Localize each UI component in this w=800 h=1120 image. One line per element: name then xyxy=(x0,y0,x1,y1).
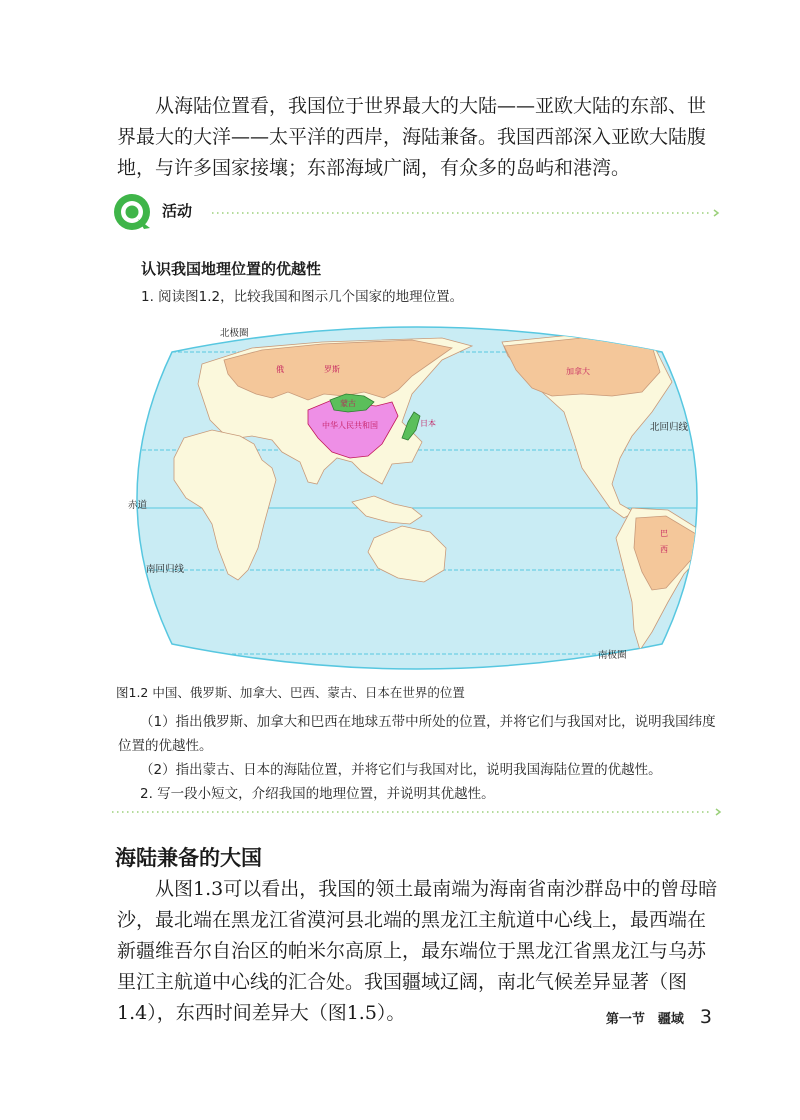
footer-section: 第一节 疆域 xyxy=(605,1012,684,1027)
world-map-svg xyxy=(112,312,722,684)
activity-label: 活动 xyxy=(162,202,193,220)
label-arctic-circle: 北极圈 xyxy=(220,328,249,339)
intro-paragraph: 从海陆位置看，我国位于世界最大的大陆——亚欧大陆的东部、世界最大的大洋——太平洋的西岸，海陆兼备。我国西部深入亚欧大陆腹地，与许多国家接壤；东部海域广阔，有众多的岛屿和港湾。 xyxy=(117,95,707,179)
label-russia-1: 俄 xyxy=(276,365,284,374)
section-paragraph: 从图1.3可以看出，我国的领土最南端为海南省南沙群岛中的曾母暗沙，最北端在黑龙江省漠河县北端的黑龙江主航道中心线上，最西端在新疆维吾尔自治区的帕米尔高原上，最东端位于黑龙江省黑龙江与乌苏里江主航道中心线的汇合处。我国疆域辽阔，南北气候差异显著（图1.4），东西时间差异大（图1.5）。 xyxy=(117,878,718,1024)
activity-heading: 认识我国地理位置的优越性 xyxy=(141,260,322,278)
activity-sub-question-2: （2）指出蒙古、日本的海陆位置，并将它们与我国对比，说明我国海陆位置的优越性。 xyxy=(140,762,662,778)
activity-sub-question-1: （1）指出俄罗斯、加拿大和巴西在地球五带中所处的位置，并将它们与我国对比，说明我国纬度位置的优越性。 xyxy=(118,714,716,754)
page-footer xyxy=(606,1006,712,1028)
label-tropic-cancer: 北回归线 xyxy=(650,422,689,433)
activity-end-dotted-line xyxy=(112,808,724,816)
activity-dotted-line xyxy=(212,209,722,217)
world-map xyxy=(112,312,722,684)
label-japan: 日本 xyxy=(420,419,436,428)
activity-header xyxy=(112,192,722,232)
page-number: 3 xyxy=(699,1006,712,1028)
label-tropic-capricorn: 南回归线 xyxy=(146,564,185,575)
label-brazil-2: 西 xyxy=(660,545,668,554)
activity-icon xyxy=(112,192,156,232)
activity-question-1: 1. 阅读图1.2，比较我国和图示几个国家的地理位置。 xyxy=(141,289,464,305)
label-brazil-1: 巴 xyxy=(660,529,668,538)
label-mongolia: 蒙古 xyxy=(340,399,356,408)
label-equator: 赤道 xyxy=(128,500,148,511)
label-antarctic-circle: 南极圈 xyxy=(598,650,627,661)
label-china: 中华人民共和国 xyxy=(322,421,378,430)
map-caption: 图1.2 中国、俄罗斯、加拿大、巴西、蒙古、日本在世界的位置 xyxy=(116,685,465,700)
label-russia-2: 罗斯 xyxy=(324,365,340,374)
label-canada: 加拿大 xyxy=(566,367,590,376)
section-title: 海陆兼备的大国 xyxy=(115,846,262,870)
activity-question-2: 2. 写一段小短文，介绍我国的地理位置，并说明其优越性。 xyxy=(140,786,495,802)
